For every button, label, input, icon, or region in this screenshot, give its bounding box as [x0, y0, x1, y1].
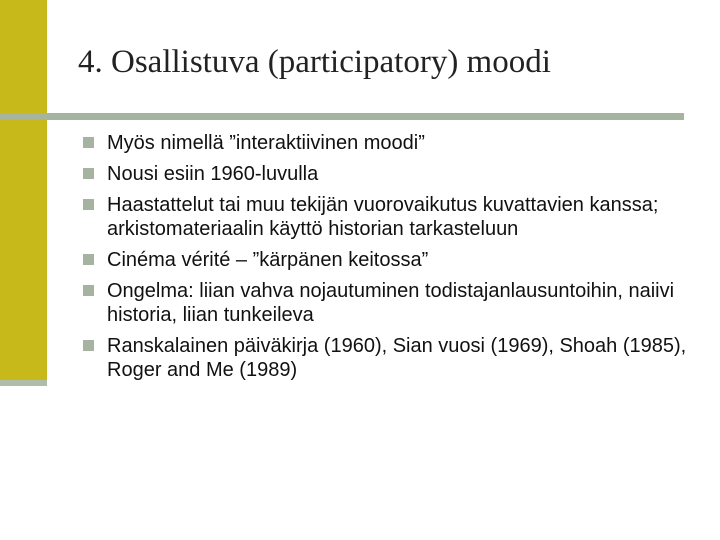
bullet-item — [83, 162, 703, 186]
bullet-text: Haastattelut tai muu tekijän vuorovaikutus kuvattavien kanssa; arkistomateriaalin käyttö historian tarkasteluun — [107, 194, 659, 240]
bullet-item — [83, 131, 703, 155]
bullet-text: Nousi esiin 1960-luvulla — [107, 163, 319, 185]
square-bullet-icon — [83, 254, 94, 265]
accent-side-bar — [0, 0, 47, 385]
bullet-item — [83, 193, 703, 241]
square-bullet-icon — [83, 137, 94, 148]
bullet-text: Ongelma: liian vahva nojautuminen todistajanlausuntoihin, naiivi historia, liian tunkeileva — [107, 280, 675, 326]
square-bullet-icon — [83, 199, 94, 210]
bullet-text: Cinéma vérité – ”kärpänen keitossa” — [107, 249, 429, 271]
square-bullet-icon — [83, 285, 94, 296]
bullet-item — [83, 279, 703, 327]
bullet-text: Myös nimellä ”interaktiivinen moodi” — [107, 132, 425, 154]
accent-bar-tail — [0, 380, 47, 386]
title-rule — [0, 113, 684, 120]
square-bullet-icon — [83, 340, 94, 351]
slide-title: 4. Osallistuva (participatory) moodi — [78, 44, 551, 80]
bullet-item — [83, 248, 703, 272]
bullet-list — [83, 131, 703, 389]
bullet-text: Ranskalainen päiväkirja (1960), Sian vuosi (1969), Shoah (1985), Roger and Me (1989) — [107, 335, 687, 381]
square-bullet-icon — [83, 168, 94, 179]
bullet-item — [83, 334, 703, 382]
